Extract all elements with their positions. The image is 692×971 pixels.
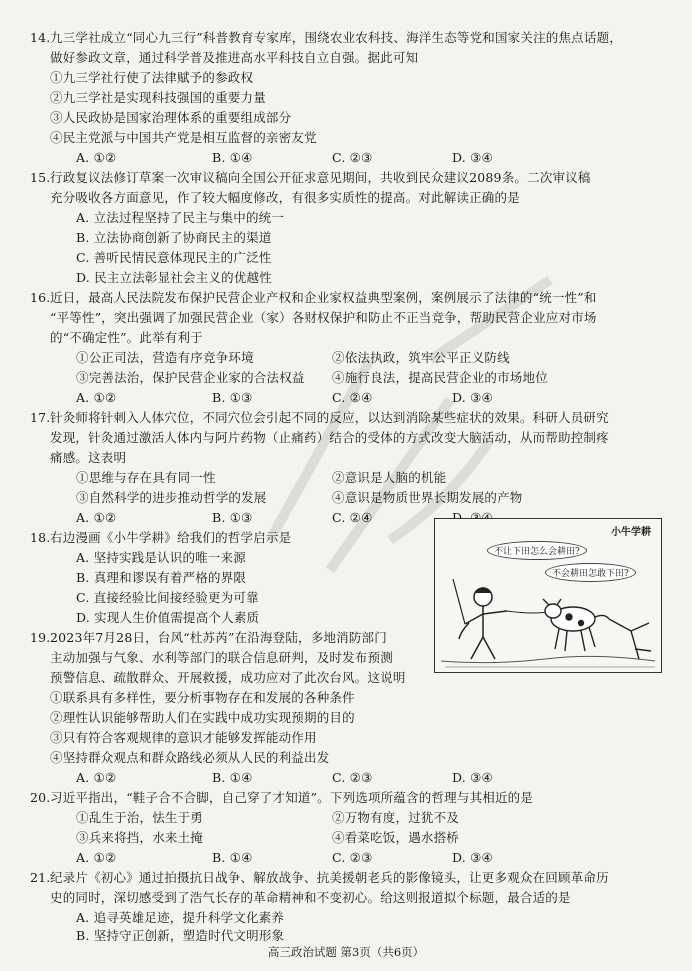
comic-bubble-2: 不会耕田怎敢下田? (545, 563, 636, 582)
question-19-stem-line1: 2023年7月28日，台风“杜苏芮”在沿海登陆，多地消防部门 (50, 630, 387, 645)
question-20-choice-c: C. ②③ (332, 850, 373, 865)
question-20-item-3: ③兵来将挡，水来土掩 (76, 830, 204, 845)
question-14-item-3: ③人民政协是国家治理体系的重要组成部分 (50, 110, 292, 125)
page-footer: 高三政治试题 第3页（共6页） (267, 945, 425, 959)
question-15-option-c: C. 善听民情民意体现民主的广泛性 (76, 250, 272, 265)
question-19-choice-b: B. ①④ (212, 770, 253, 785)
question-17-item-1: ①思维与存在具有同一性 (76, 470, 216, 485)
question-20-choice-b: B. ①④ (212, 850, 253, 865)
question-16-choice-a: A. ①② (76, 390, 117, 405)
question-16-item-4: ④施行良法，提高民营企业的市场地位 (332, 370, 548, 385)
question-14-choice-d: D. ③④ (452, 150, 493, 165)
question-15-stem-line2: 充分吸收各方面意见，作了较大幅度修改，有很多实质性的提高。对此解读正确的是 (50, 190, 520, 205)
question-18-stem: 右边漫画《小牛学耕》给我们的哲学启示是 (50, 530, 292, 545)
question-20-item-1: ①乱生于治，怯生于勇 (76, 810, 204, 825)
comic-bubble-1: 不让下田怎么会耕田? (487, 541, 587, 560)
question-16-item-1: ①公正司法，营造有序竞争环境 (76, 350, 254, 365)
question-18-option-b: B. 真理和谬误有着严格的界限 (76, 570, 247, 585)
question-19-item-1: ①联系具有多样性，要分析事物存在和发展的各种条件 (50, 690, 355, 705)
question-14-item-1: ①九三学社行使了法律赋予的参政权 (50, 70, 254, 85)
question-20-item-4: ④看菜吃饭，遇水搭桥 (332, 830, 460, 845)
question-14-stem-line2: 做好参政文章，通过科学普及推进高水平科技自立自强。据此可知 (50, 50, 419, 65)
question-17-choice-a: A. ①② (76, 510, 117, 525)
question-14-stem-line1: 九三学社成立“同心九三行”科普教育专家库，围绕农业农科技、海洋生态等党和国家关注的焦点话题， (50, 30, 622, 45)
question-14-choice-b: B. ①④ (212, 150, 253, 165)
question-17-stem-line1: 针灸师将针刺入人体穴位，不同穴位会引起不同的反应，以达到消除某些症状的效果。科研人员研究 (50, 410, 609, 425)
question-21-option-a: A. 追寻英雄足迹，提升科学文化素养 (76, 910, 285, 925)
question-17-stem-line2: 发现，针灸通过激活人体内与阿片药物（止痛药）结合的受体的方式改变大脑活动，从而帮助控制疼 (50, 430, 609, 445)
question-17-number: 17. (30, 410, 51, 425)
question-19-choice-a: A. ①② (76, 770, 117, 785)
question-18-option-d: D. 实现人生价值需提高个人素质 (76, 610, 260, 625)
comic-xiaoniu-xuegeng (434, 518, 662, 673)
question-15-option-a: A. 立法过程坚持了民主与集中的统一 (76, 210, 285, 225)
question-19-item-3: ③只有符合客观规律的意识才能够发挥能动作用 (50, 730, 317, 745)
question-21-option-b: B. 坚持守正创新，塑造时代文明形象 (76, 928, 285, 943)
question-21-number: 21. (30, 870, 51, 885)
question-19-number: 19. (30, 630, 51, 645)
question-17-choice-c: C. ②④ (332, 510, 373, 525)
question-18-option-c: C. 直接经验比间接经验更为可靠 (76, 590, 259, 605)
question-17-item-4: ④意识是物质世界长期发展的产物 (332, 490, 523, 505)
question-16-choice-d: D. ③④ (452, 390, 493, 405)
question-14-choice-a: A. ①② (76, 150, 117, 165)
question-21-stem-line1: 纪录片《初心》通过拍摄抗日战争、解放战争、抗美援朝老兵的影像镜头，让更多观众在回顾革命历 (50, 870, 609, 885)
question-16-item-3: ③完善法治，保护民营企业家的合法权益 (76, 370, 305, 385)
question-16-stem-line1: 近日，最高人民法院发布保护民营企业产权和企业家权益典型案例，案例展示了法律的“统一性”和 (50, 290, 597, 305)
question-19-choice-c: C. ②③ (332, 770, 373, 785)
question-17-stem-line3: 痛感。这表明 (50, 450, 127, 465)
question-14-item-4: ④民主党派与中国共产党是相互监督的亲密友党 (50, 130, 317, 145)
question-20-number: 20. (30, 790, 51, 805)
comic-title: 小牛学耕 (611, 527, 651, 538)
question-20-choice-a: A. ①② (76, 850, 117, 865)
question-19-stem-line2: 主动加强与气象、水利等部门的联合信息研判，及时发布预测 (50, 650, 393, 665)
question-18-number: 18. (30, 530, 51, 545)
question-14-number: 14. (30, 30, 51, 45)
question-16-stem-line3: 的“不确定性”。此举有利于 (50, 330, 203, 345)
question-14-choice-c: C. ②③ (332, 150, 373, 165)
question-16-choice-c: C. ②④ (332, 390, 373, 405)
question-15-option-b: B. 立法协商创新了协商民主的渠道 (76, 230, 272, 245)
question-17-item-3: ③自然科学的进步推动哲学的发展 (76, 490, 267, 505)
comic-drawing (435, 519, 661, 672)
question-16-choice-b: B. ①③ (212, 390, 253, 405)
question-19-choice-d: D. ③④ (452, 770, 493, 785)
question-15-stem-line1: 行政复议法修订草案一次审议稿向全国公开征求意见期间，共收到民众建议2089条。二次审议稿 (50, 170, 591, 185)
question-19-item-2: ②理性认识能够帮助人们在实践中成功实现预期的目的 (50, 710, 355, 725)
question-20-item-2: ②万物有度，过犹不及 (332, 810, 460, 825)
question-20-choice-d: D. ③④ (452, 850, 493, 865)
question-21-stem-line2: 史的同时，深切感受到了浩气长存的革命精神和不变初心。给这则报道拟个标题，最合适的是 (50, 890, 571, 905)
question-15-number: 15. (30, 170, 51, 185)
question-15-option-d: D. 民主立法彰显社会主义的优越性 (76, 270, 272, 285)
question-19-item-4: ④坚持群众观点和群众路线必须从人民的利益出发 (50, 750, 330, 765)
question-19-stem-line3: 预警信息、疏散群众、开展救援，成功应对了此次台风。这说明 (50, 670, 406, 685)
question-17-choice-b: B. ①③ (212, 510, 253, 525)
question-16-stem-line2: “平等性”，突出强调了加强民营企业（家）各财权保护和防止不正当竞争，帮助民营企业应对市场 (50, 310, 597, 325)
question-18-option-a: A. 坚持实践是认识的唯一来源 (76, 550, 246, 565)
question-14-item-2: ②九三学社是实现科技强国的重要力量 (50, 90, 266, 105)
question-17-item-2: ②意识是人脑的机能 (332, 470, 447, 485)
question-20-stem: 习近平指出，“鞋子合不合脚，自己穿了才知道”。下列选项所蕴含的哲理与其相近的是 (50, 790, 534, 805)
question-16-item-2: ②依法执政，筑牢公平正义防线 (332, 350, 510, 365)
question-16-number: 16. (30, 290, 51, 305)
